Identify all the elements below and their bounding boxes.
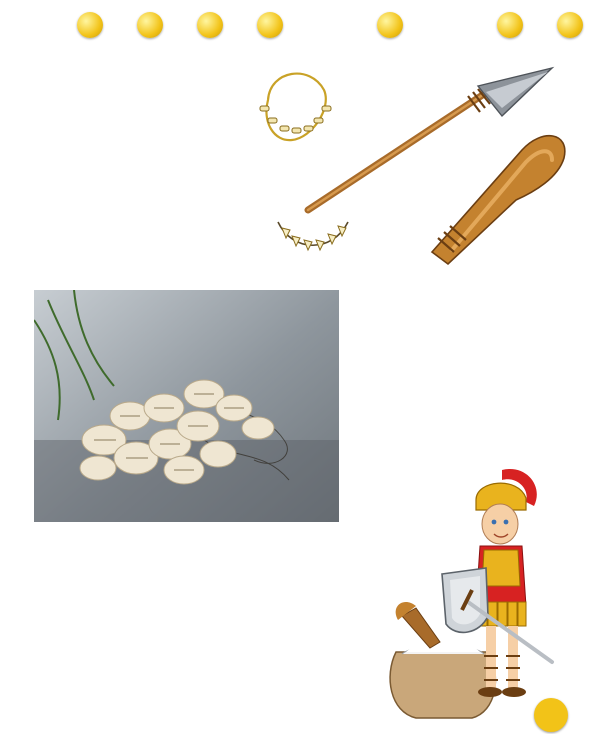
page-content: [24, 58, 574, 734]
euro-coin-icon: [497, 12, 523, 38]
border-stripe: [300, 0, 360, 58]
border-stripe: [120, 0, 180, 58]
club-icon: [432, 136, 565, 264]
primitive-money-illustration: [252, 62, 572, 277]
cowrie-shells-photo: [34, 290, 339, 522]
dollar-coin-icon: [257, 12, 283, 38]
border-stripe: [480, 0, 540, 58]
ruble-coin-icon: [377, 12, 403, 38]
border-stripe: [60, 0, 120, 58]
border-stripe: [360, 0, 420, 58]
bone-necklace-icon: [260, 74, 331, 141]
border-stripe: [180, 0, 240, 58]
bottom-color-border: [0, 734, 600, 750]
rupee-coin-icon: [137, 12, 163, 38]
border-stripe: [240, 0, 300, 58]
roman-soldier-illustration: [376, 466, 556, 726]
tooth-necklace-icon: [278, 222, 348, 250]
right-color-border: [574, 0, 600, 750]
top-color-border: [0, 0, 600, 58]
pound-coin-icon: [197, 12, 223, 38]
left-color-border: [0, 0, 24, 750]
bitcoin-coin-icon: [77, 12, 103, 38]
page-number: [534, 698, 568, 732]
border-stripe: [420, 0, 480, 58]
